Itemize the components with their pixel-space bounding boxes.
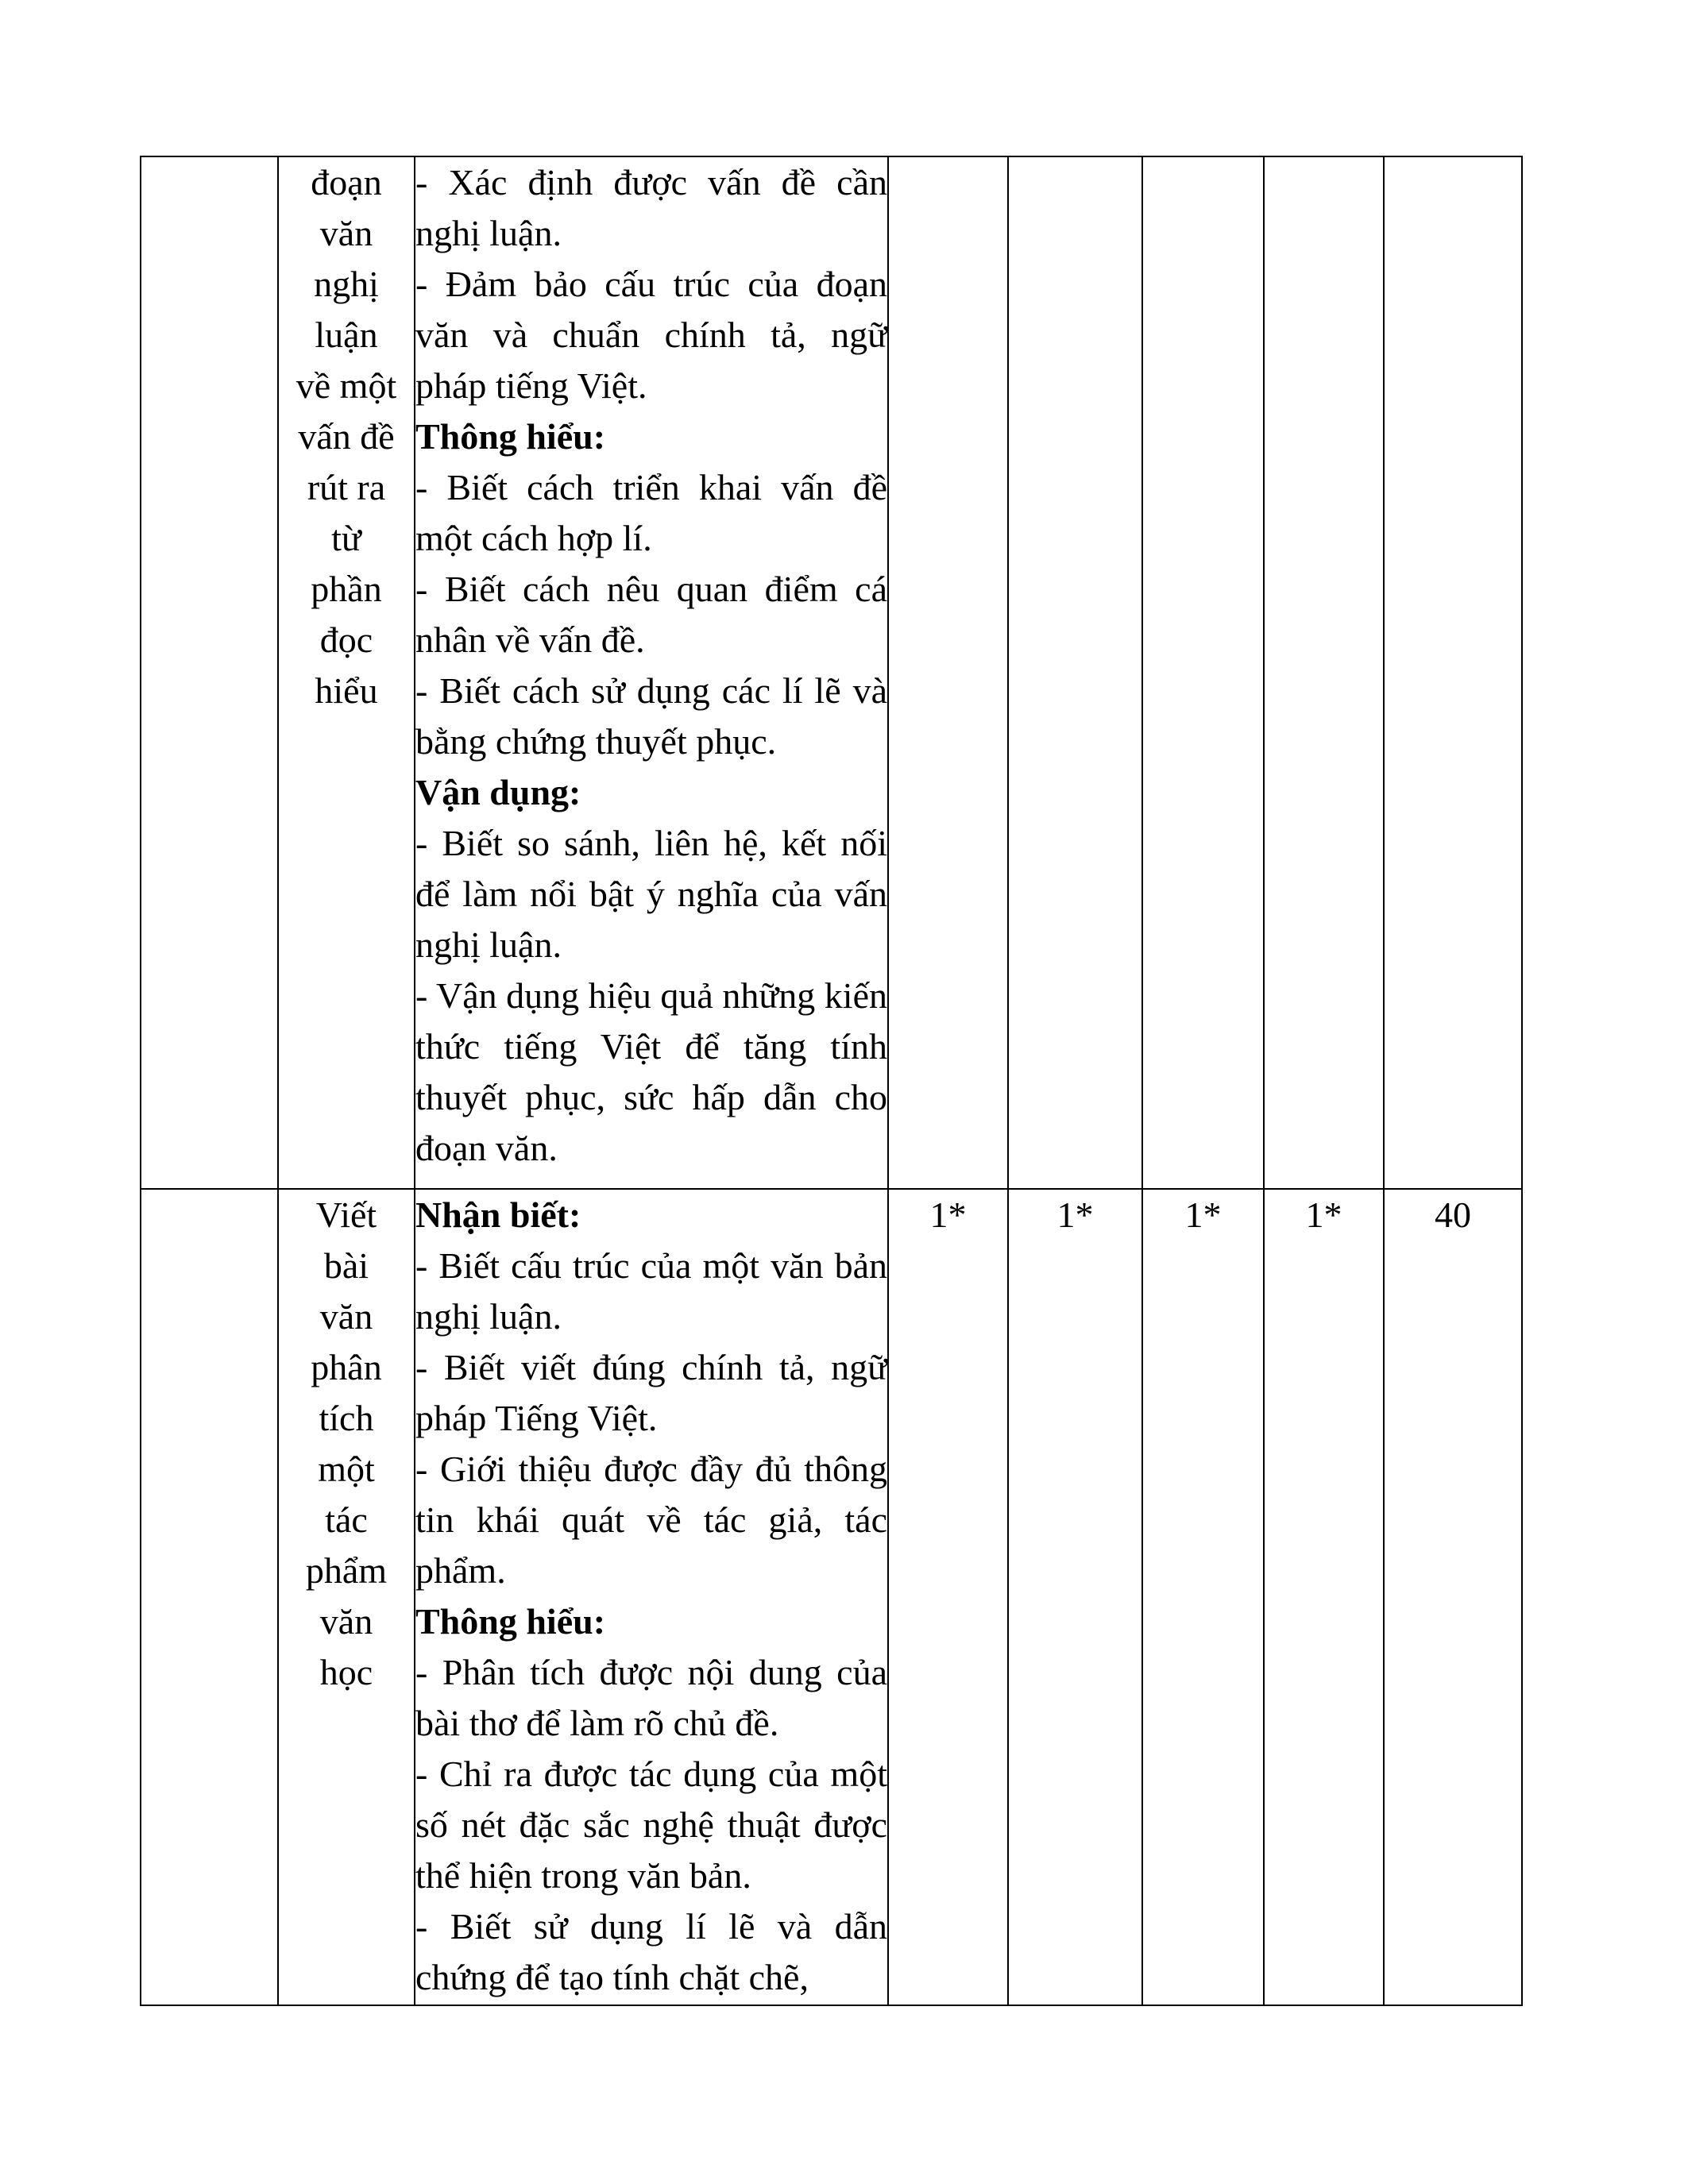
count-cell-high-application: 1* <box>1264 1189 1384 2005</box>
count-cell-application: 1* <box>1142 1189 1264 2005</box>
topic-line: hiểu <box>315 670 378 711</box>
topic-line: phần <box>311 569 382 609</box>
requirement-cell <box>415 1189 888 2005</box>
topic-line: đoạn <box>311 162 382 203</box>
topic-line: nghị <box>314 264 379 304</box>
level-heading: Thông hiểu: <box>415 416 606 457</box>
topic-line: phân <box>311 1347 382 1387</box>
count-cell-comprehension: 1* <box>1008 1189 1142 2005</box>
table-row <box>141 156 1522 1189</box>
count-cell-recognition: 1* <box>888 1189 1008 2005</box>
topic-line: luận <box>315 314 378 355</box>
topic-cell <box>278 156 415 1189</box>
total-cell: 40 <box>1384 1189 1522 2005</box>
section-cell <box>141 156 278 1189</box>
topic-cell <box>278 1189 415 2005</box>
requirement-item: - Phân tích được nội dung của bài thơ để làm rõ chủ đề. <box>415 1652 887 1743</box>
count-cell-application <box>1142 156 1264 1189</box>
level-heading: Vận dụng: <box>415 772 581 812</box>
topic-line: vấn đề <box>298 416 395 457</box>
topic-line: phẩm <box>305 1550 388 1591</box>
section-cell <box>141 1189 278 2005</box>
level-heading: Nhận biết: <box>415 1194 581 1235</box>
topic-line: rút ra <box>307 467 386 507</box>
topic-line: bài <box>323 1245 369 1286</box>
requirement-item: - Chỉ ra được tác dụng của một số nét đặc sắc nghệ thuật được thể hiện trong văn bản. <box>415 1754 887 1896</box>
table-row <box>141 1189 1522 2005</box>
spec-matrix-table <box>140 156 1523 2006</box>
requirement-item: - Giới thiệu được đầy đủ thông tin khái quát về tác giả, tác phẩm. <box>415 1449 887 1591</box>
requirement-cell <box>415 156 888 1189</box>
topic-line: văn <box>319 1601 373 1642</box>
topic-line: đọc <box>319 619 373 660</box>
count-cell-recognition <box>888 156 1008 1189</box>
topic-line: tích <box>319 1398 374 1438</box>
requirement-item: - Biết cấu trúc của một văn bản nghị luận. <box>415 1245 887 1337</box>
topic-line: về một <box>295 365 397 406</box>
requirement-item: - Đảm bảo cấu trúc của đoạn văn và chuẩn chính tả, ngữ pháp tiếng Việt. <box>415 264 887 406</box>
requirement-item: - Xác định được vấn đề cần nghị luận. <box>415 162 887 253</box>
topic-line: một <box>318 1449 375 1489</box>
topic-line: văn <box>319 1296 373 1337</box>
total-cell <box>1384 156 1522 1189</box>
topic-line: văn <box>319 213 373 253</box>
requirement-item: - Biết sử dụng lí lẽ và dẫn chứng để tạo tính chặt chẽ, <box>415 1906 887 1997</box>
topic-line: từ <box>331 518 361 558</box>
topic-line: tác <box>325 1499 368 1540</box>
requirement-item: - Biết cách nêu quan điểm cá nhân về vấn đề. <box>415 569 887 660</box>
requirement-item: - Biết viết đúng chính tả, ngữ pháp Tiếng Việt. <box>415 1347 887 1438</box>
level-heading: Thông hiểu: <box>415 1601 606 1642</box>
topic-line: học <box>319 1652 373 1692</box>
count-cell-high-application <box>1264 156 1384 1189</box>
requirement-item: - Biết so sánh, liên hệ, kết nối để làm nổi bật ý nghĩa của vấn nghị luận. <box>415 823 887 965</box>
requirement-item: - Biết cách triển khai vấn đề một cách hợp lí. <box>415 467 887 558</box>
topic-line: Viết <box>315 1194 377 1235</box>
count-cell-comprehension <box>1008 156 1142 1189</box>
requirement-item: - Biết cách sử dụng các lí lẽ và bằng chứng thuyết phục. <box>415 670 887 762</box>
requirement-item: - Vận dụng hiệu quả những kiến thức tiếng Việt để tăng tính thuyết phục, sức hấp dẫn cho đoạn văn. <box>415 975 887 1168</box>
